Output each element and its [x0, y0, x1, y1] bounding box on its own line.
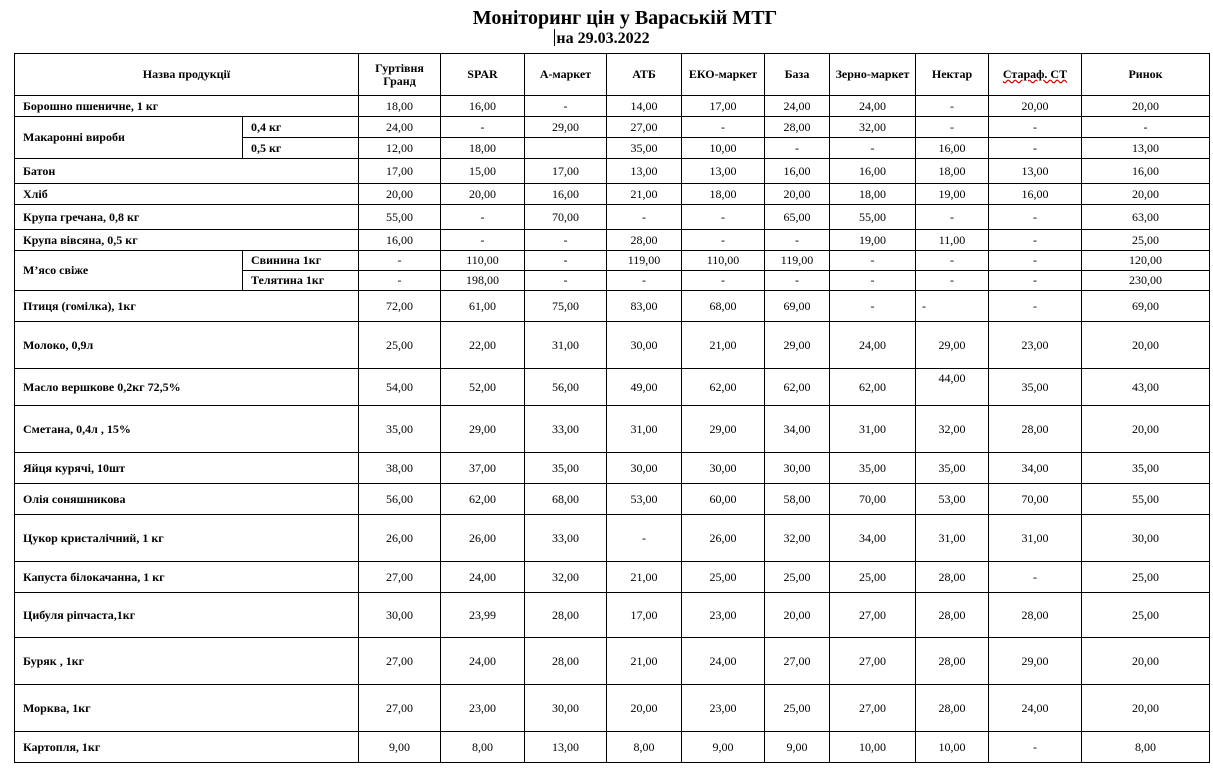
price-cell: 119,00: [765, 251, 830, 271]
price-cell: -: [830, 291, 916, 322]
price-cell: 16,00: [765, 159, 830, 184]
price-cell: 16,00: [1082, 159, 1210, 184]
price-cell: 17,00: [359, 159, 441, 184]
price-cell: 20,00: [607, 685, 682, 732]
table-row: [15, 732, 1210, 763]
price-cell: -: [989, 562, 1082, 593]
price-cell: 25,00: [765, 685, 830, 732]
product-name: Батон: [15, 159, 359, 184]
price-cell: -: [525, 96, 607, 117]
table-row: [15, 251, 1210, 271]
price-cell: -: [989, 230, 1082, 251]
product-name: Молоко, 0,9л: [15, 322, 359, 369]
product-name: Картопля, 1кг: [15, 732, 359, 763]
product-name: Яйця курячі, 10шт: [15, 453, 359, 484]
price-cell: 68,00: [682, 291, 765, 322]
price-cell: 70,00: [989, 484, 1082, 515]
price-cell: 30,00: [682, 453, 765, 484]
price-cell: 20,00: [765, 593, 830, 638]
price-cell: 18,00: [916, 159, 989, 184]
price-cell: -: [830, 138, 916, 159]
price-cell: 13,00: [682, 159, 765, 184]
product-variant: 0,5 кг: [243, 138, 359, 159]
price-cell: 34,00: [989, 453, 1082, 484]
price-cell: 18,00: [830, 184, 916, 205]
table-row: [15, 453, 1210, 484]
price-cell: -: [359, 251, 441, 271]
price-cell: 83,00: [607, 291, 682, 322]
price-cell: 24,00: [830, 322, 916, 369]
price-cell: 54,00: [359, 369, 441, 406]
price-cell: 25,00: [830, 562, 916, 593]
price-cell: 20,00: [1082, 96, 1210, 117]
price-cell: 35,00: [607, 138, 682, 159]
header-store: Ринок: [1082, 54, 1210, 96]
price-cell: 30,00: [765, 453, 830, 484]
price-cell: 29,00: [682, 406, 765, 453]
table-row: [15, 562, 1210, 593]
price-cell: 65,00: [765, 205, 830, 230]
price-cell: 62,00: [682, 369, 765, 406]
price-cell: -: [682, 230, 765, 251]
price-cell: -: [989, 205, 1082, 230]
price-cell: 69,00: [765, 291, 830, 322]
price-cell: 30,00: [1082, 515, 1210, 562]
price-cell: 20,00: [1082, 406, 1210, 453]
product-name: Хліб: [15, 184, 359, 205]
price-cell: 20,00: [1082, 685, 1210, 732]
price-cell: 110,00: [441, 251, 525, 271]
price-cell: 120,00: [1082, 251, 1210, 271]
price-cell: -: [607, 515, 682, 562]
price-cell: 29,00: [525, 117, 607, 138]
price-cell: 11,00: [916, 230, 989, 251]
price-cell: 70,00: [525, 205, 607, 230]
price-cell: 75,00: [525, 291, 607, 322]
price-cell: 63,00: [1082, 205, 1210, 230]
price-cell: 28,00: [607, 230, 682, 251]
price-cell: 55,00: [1082, 484, 1210, 515]
price-cell: 35,00: [359, 406, 441, 453]
date-label: на 29.03.2022: [556, 30, 650, 47]
price-cell: -: [989, 732, 1082, 763]
price-cell: 20,00: [765, 184, 830, 205]
table-row: [15, 593, 1210, 638]
price-cell: 24,00: [682, 638, 765, 685]
price-cell: 32,00: [830, 117, 916, 138]
price-cell: 70,00: [830, 484, 916, 515]
price-cell: 15,00: [441, 159, 525, 184]
price-cell: 28,00: [989, 593, 1082, 638]
price-cell: 24,00: [765, 96, 830, 117]
price-cell: -: [607, 271, 682, 291]
price-cell: 61,00: [441, 291, 525, 322]
price-cell: 28,00: [989, 406, 1082, 453]
product-name: Птиця (гомілка), 1кг: [15, 291, 359, 322]
product-name: Борошно пшеничне, 1 кг: [15, 96, 359, 117]
product-name: Крупа гречана, 0,8 кг: [15, 205, 359, 230]
price-cell: 26,00: [441, 515, 525, 562]
price-cell: 24,00: [989, 685, 1082, 732]
price-cell: 62,00: [765, 369, 830, 406]
price-cell: 30,00: [525, 685, 607, 732]
price-cell: 29,00: [441, 406, 525, 453]
price-cell: 16,00: [525, 184, 607, 205]
price-cell: -: [1082, 117, 1210, 138]
price-cell: -: [830, 271, 916, 291]
price-cell: 21,00: [607, 184, 682, 205]
price-cell: 110,00: [682, 251, 765, 271]
header-store: ЕКО-маркет: [682, 54, 765, 96]
price-cell: 17,00: [682, 96, 765, 117]
price-cell: -: [916, 271, 989, 291]
price-cell: 198,00: [441, 271, 525, 291]
product-name: Цукор кристалічний, 1 кг: [15, 515, 359, 562]
price-cell: -: [607, 205, 682, 230]
price-cell: 68,00: [525, 484, 607, 515]
table-row: [15, 685, 1210, 732]
price-cell: 23,00: [682, 685, 765, 732]
price-cell: 27,00: [830, 685, 916, 732]
price-cell: 28,00: [525, 638, 607, 685]
price-cell: 16,00: [359, 230, 441, 251]
table-row: [15, 515, 1210, 562]
price-cell: 28,00: [916, 562, 989, 593]
price-cell: -: [916, 205, 989, 230]
price-cell: 23,00: [441, 685, 525, 732]
price-cell: 8,00: [607, 732, 682, 763]
price-cell: -: [441, 230, 525, 251]
price-cell: 18,00: [359, 96, 441, 117]
price-cell: 35,00: [525, 453, 607, 484]
price-cell: 28,00: [525, 593, 607, 638]
price-cell: -: [525, 230, 607, 251]
price-cell: 20,00: [1082, 638, 1210, 685]
price-cell: [525, 138, 607, 159]
price-cell: 21,00: [682, 322, 765, 369]
price-cell: 30,00: [359, 593, 441, 638]
header-product: Назва продукції: [15, 54, 359, 96]
price-cell: -: [682, 205, 765, 230]
price-cell: 20,00: [989, 96, 1082, 117]
price-cell: 28,00: [916, 638, 989, 685]
price-cell: -: [359, 271, 441, 291]
header-store: АТБ: [607, 54, 682, 96]
price-cell: -: [441, 117, 525, 138]
price-cell: -: [765, 230, 830, 251]
price-cell: -: [916, 291, 989, 322]
price-cell: 10,00: [916, 732, 989, 763]
price-cell: 30,00: [607, 322, 682, 369]
product-name: Крупа вівсяна, 0,5 кг: [15, 230, 359, 251]
price-cell: 24,00: [359, 117, 441, 138]
price-cell: -: [989, 271, 1082, 291]
product-name: Морква, 1кг: [15, 685, 359, 732]
price-cell: 21,00: [607, 562, 682, 593]
header-store: А-маркет: [525, 54, 607, 96]
price-cell: 35,00: [916, 453, 989, 484]
price-cell: 27,00: [830, 593, 916, 638]
product-name: Олія соняшникова: [15, 484, 359, 515]
product-name: М’ясо свіже: [15, 251, 243, 291]
table-row: [15, 406, 1210, 453]
price-cell: 230,00: [1082, 271, 1210, 291]
price-cell: 9,00: [359, 732, 441, 763]
page-title: Моніторинг цін у Вараській МТГ: [472, 7, 778, 29]
price-cell: 24,00: [830, 96, 916, 117]
price-cell: -: [989, 138, 1082, 159]
price-cell: 24,00: [441, 562, 525, 593]
price-cell: 10,00: [682, 138, 765, 159]
price-cell: -: [525, 251, 607, 271]
price-cell: 23,00: [989, 322, 1082, 369]
price-cell: 26,00: [359, 515, 441, 562]
table-row: [15, 205, 1210, 230]
price-cell: -: [916, 96, 989, 117]
price-cell: 49,00: [607, 369, 682, 406]
price-cell: 19,00: [916, 184, 989, 205]
price-cell: 20,00: [359, 184, 441, 205]
price-cell: 33,00: [525, 515, 607, 562]
product-variant: 0,4 кг: [243, 117, 359, 138]
price-cell: 33,00: [525, 406, 607, 453]
price-cell: 26,00: [682, 515, 765, 562]
price-cell: -: [441, 205, 525, 230]
product-name: Сметана, 0,4л , 15%: [15, 406, 359, 453]
price-cell: 24,00: [441, 638, 525, 685]
price-cell: 25,00: [1082, 593, 1210, 638]
price-cell: -: [682, 271, 765, 291]
price-cell: 27,00: [359, 562, 441, 593]
price-cell: 8,00: [1082, 732, 1210, 763]
price-cell: 55,00: [830, 205, 916, 230]
price-cell: 25,00: [765, 562, 830, 593]
price-cell: 37,00: [441, 453, 525, 484]
price-cell: 27,00: [359, 638, 441, 685]
product-variant: Свинина 1кг: [243, 251, 359, 271]
product-name: Масло вершкове 0,2кг 72,5%: [15, 369, 359, 406]
price-cell: -: [916, 251, 989, 271]
price-cell: 23,99: [441, 593, 525, 638]
price-cell: 55,00: [359, 205, 441, 230]
price-cell: 14,00: [607, 96, 682, 117]
price-cell: 18,00: [682, 184, 765, 205]
price-cell: 29,00: [765, 322, 830, 369]
price-cell: 56,00: [359, 484, 441, 515]
price-cell: 13,00: [989, 159, 1082, 184]
table-row: [15, 369, 1210, 406]
price-cell: 31,00: [525, 322, 607, 369]
price-cell: -: [682, 117, 765, 138]
product-name: Капуста білокачанна, 1 кг: [15, 562, 359, 593]
price-cell: 30,00: [607, 453, 682, 484]
table-row: [15, 184, 1210, 205]
price-cell: 27,00: [765, 638, 830, 685]
price-cell: 13,00: [525, 732, 607, 763]
table-row: [15, 117, 1210, 138]
price-cell: 25,00: [1082, 562, 1210, 593]
table-row: [15, 322, 1210, 369]
price-cell: 20,00: [1082, 184, 1210, 205]
header-store: Зерно-маркет: [830, 54, 916, 96]
price-cell: -: [765, 271, 830, 291]
price-cell: 16,00: [830, 159, 916, 184]
price-cell: 28,00: [765, 117, 830, 138]
price-cell: 29,00: [916, 322, 989, 369]
price-cell: 52,00: [441, 369, 525, 406]
header-store: Нектар: [916, 54, 989, 96]
table-row: [15, 484, 1210, 515]
price-cell: 13,00: [1082, 138, 1210, 159]
price-cell: 28,00: [916, 685, 989, 732]
price-cell: 35,00: [989, 369, 1082, 406]
price-cell: 18,00: [441, 138, 525, 159]
price-cell: 31,00: [830, 406, 916, 453]
product-variant: Телятина 1кг: [243, 271, 359, 291]
price-cell: 69,00: [1082, 291, 1210, 322]
price-cell: 32,00: [916, 406, 989, 453]
price-cell: 32,00: [525, 562, 607, 593]
price-cell: -: [830, 251, 916, 271]
price-cell: 38,00: [359, 453, 441, 484]
page-subtitle: [0, 29, 1204, 49]
price-cell: 16,00: [916, 138, 989, 159]
price-cell: 72,00: [359, 291, 441, 322]
price-cell: -: [989, 291, 1082, 322]
price-cell: 60,00: [682, 484, 765, 515]
price-cell: 27,00: [830, 638, 916, 685]
price-cell: 25,00: [359, 322, 441, 369]
header-store: База: [765, 54, 830, 96]
price-cell: 53,00: [607, 484, 682, 515]
price-cell: 16,00: [441, 96, 525, 117]
price-cell: 119,00: [607, 251, 682, 271]
price-cell: 43,00: [1082, 369, 1210, 406]
price-cell: 62,00: [441, 484, 525, 515]
table-row: [15, 291, 1210, 322]
price-cell: 31,00: [916, 515, 989, 562]
product-name: Цибуля ріпчаста,1кг: [15, 593, 359, 638]
price-cell: 25,00: [682, 562, 765, 593]
price-cell: 58,00: [765, 484, 830, 515]
price-cell: 9,00: [682, 732, 765, 763]
price-cell: 17,00: [525, 159, 607, 184]
price-cell: 31,00: [989, 515, 1082, 562]
price-cell: 27,00: [607, 117, 682, 138]
price-cell: 21,00: [607, 638, 682, 685]
price-cell: 35,00: [1082, 453, 1210, 484]
price-cell: 9,00: [765, 732, 830, 763]
product-name: Буряк , 1кг: [15, 638, 359, 685]
price-cell: 20,00: [1082, 322, 1210, 369]
price-cell: 16,00: [989, 184, 1082, 205]
table-row: [15, 638, 1210, 685]
price-cell: 22,00: [441, 322, 525, 369]
price-cell: 53,00: [916, 484, 989, 515]
price-cell: 31,00: [607, 406, 682, 453]
price-cell: 29,00: [989, 638, 1082, 685]
price-cell: 25,00: [1082, 230, 1210, 251]
price-cell: 34,00: [830, 515, 916, 562]
price-cell: -: [525, 271, 607, 291]
price-cell: 27,00: [359, 685, 441, 732]
price-cell: -: [916, 117, 989, 138]
price-cell: 32,00: [765, 515, 830, 562]
price-cell: -: [765, 138, 830, 159]
price-cell: 34,00: [765, 406, 830, 453]
price-cell: 56,00: [525, 369, 607, 406]
header-row: [15, 54, 1210, 96]
table-row: [15, 96, 1210, 117]
price-cell: 17,00: [607, 593, 682, 638]
table-row: [15, 159, 1210, 184]
price-cell: 19,00: [830, 230, 916, 251]
header-store: Стараф. СТ: [989, 54, 1082, 96]
price-cell: 44,00: [916, 369, 989, 406]
header-store: SPAR: [441, 54, 525, 96]
price-cell: 23,00: [682, 593, 765, 638]
product-name: Макаронні вироби: [15, 117, 243, 159]
table-row: [15, 230, 1210, 251]
price-cell: -: [989, 251, 1082, 271]
price-cell: 28,00: [916, 593, 989, 638]
price-cell: -: [989, 117, 1082, 138]
header-store: Гуртівня Гранд: [359, 54, 441, 96]
price-cell: 10,00: [830, 732, 916, 763]
price-cell: 13,00: [607, 159, 682, 184]
price-cell: 35,00: [830, 453, 916, 484]
price-cell: 62,00: [830, 369, 916, 406]
price-cell: 8,00: [441, 732, 525, 763]
price-cell: 20,00: [441, 184, 525, 205]
price-cell: 12,00: [359, 138, 441, 159]
price-table: [14, 53, 1210, 763]
